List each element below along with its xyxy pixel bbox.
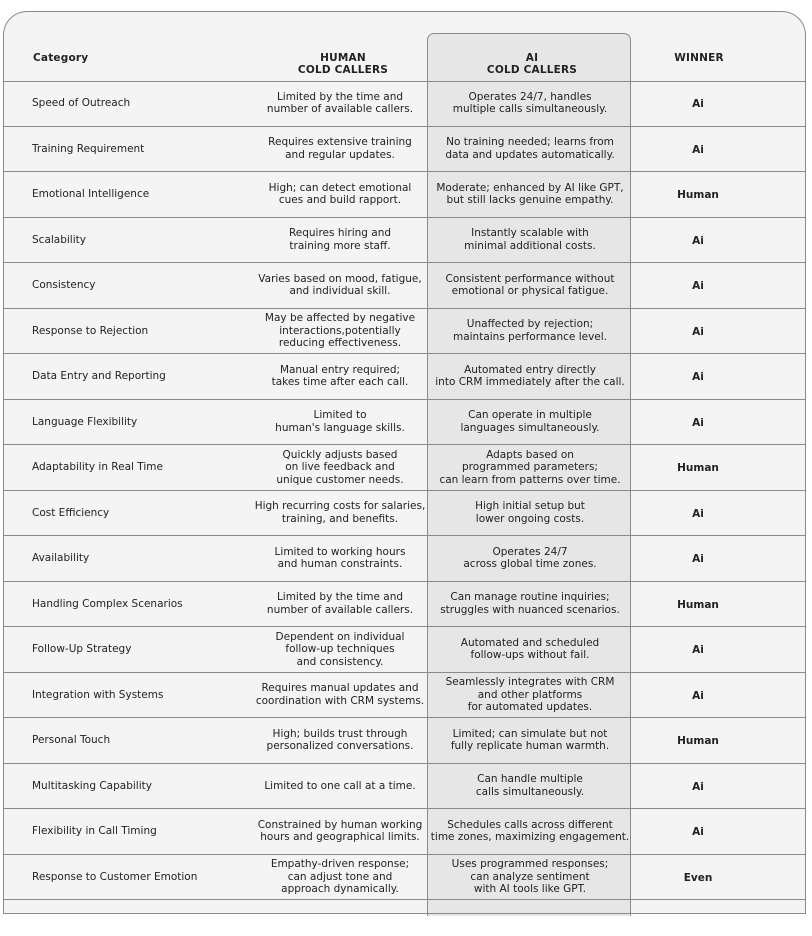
row-human-value: Constrained by human working hours and geographical limits. [257,818,423,844]
row-ai-value: Schedules calls across different time zones, maximizing engagement. [430,818,630,844]
row-ai-value: Limited; can simulate but not fully replicate human warmth. [450,727,610,753]
row-category: Follow-Up Strategy [32,643,132,655]
table-row [3,354,806,400]
row-category: Scalability [32,233,86,246]
table-row [3,309,806,355]
row-human-value: Dependent on individual follow-up techniques and consistency. [275,630,405,668]
row-winner: Ai [692,416,704,429]
table-row [3,536,806,582]
row-ai-value: Seamlessly integrates with CRM and other platforms for automated updates. [445,676,615,713]
row-winner: Human [677,735,719,747]
table-row [3,127,806,173]
row-human-value: Requires manual updates and coordination with CRM systems. [255,682,425,707]
row-category: Data Entry and Reporting [32,370,166,382]
table-bottom-border [3,913,806,914]
row-winner: Even [683,871,713,884]
row-ai-value: Uses programmed responses; can analyze sentiment with AI tools like GPT. [451,858,609,895]
table-row [3,673,806,719]
row-human-value: High recurring costs for salaries, training, and benefits. [254,500,426,525]
row-category: Response to Customer Emotion [32,870,198,883]
row-winner: Ai [692,98,704,110]
row-ai-value: Can handle multiple calls simultaneously. [475,773,585,798]
row-winner: Ai [692,371,704,383]
row-human-value: Limited to human's language skills. [275,409,405,434]
row-category: Language Flexibility [32,415,138,428]
row-human-value: Limited by the time and number of available callers. [266,591,414,616]
table-row [3,400,806,446]
row-human-value: Manual entry required; takes time after each call. [271,363,409,389]
row-winner: Ai [692,644,704,656]
row-ai-value: Adapts based on programmed parameters; can learn from patterns over time. [439,448,621,486]
row-human-value: Requires extensive training and regular updates. [268,136,412,161]
row-category: Multitasking Capability [32,779,152,792]
row-category: Cost Efficiency [32,506,110,519]
row-winner: Human [677,189,719,201]
table-row [3,263,806,309]
row-ai-value: Consistent performance without emotional or physical fatigue. [445,272,615,298]
row-category: Consistency [32,279,96,291]
row-ai-value: Instantly scalable with minimal additional costs. [464,227,596,252]
row-category: Integration with Systems [32,688,164,701]
row-human-value: Limited to one call at a time. [264,779,416,792]
header-category: Category [33,52,89,64]
row-winner: Ai [692,780,704,793]
row-winner: Human [677,462,719,474]
header-human-cold-callers: HUMAN COLD CALLERS [297,52,389,76]
row-ai-value: Operates 24/7, handles multiple calls simultaneously. [452,90,608,116]
table-row [3,491,806,537]
row-human-value: Empathy-driven response; can adjust tone and approach dynamically. [270,858,410,895]
row-winner: Ai [692,826,704,838]
row-ai-value: Automated and scheduled follow-ups without fail. [460,636,600,662]
table-row [3,172,806,218]
row-ai-value: Operates 24/7 across global time zones. [463,545,597,571]
table-row [3,81,806,127]
row-ai-value: No training needed; learns from data and updates automatically. [445,136,615,161]
row-human-value: Limited to working hours and human constraints. [274,545,406,571]
row-category: Training Requirement [32,142,145,155]
row-category: Speed of Outreach [32,97,131,109]
row-category: Availability [32,552,90,564]
row-category: Personal Touch [32,734,111,746]
row-ai-value: High initial setup but lower ongoing costs. [475,500,585,525]
row-category: Flexibility in Call Timing [32,825,157,837]
row-human-value: May be affected by negative interactions,potentially reducing effectiveness. [264,312,416,349]
row-winner: Ai [692,280,704,292]
row-human-value: Varies based on mood, fatigue, and individual skill. [258,272,422,298]
row-ai-value: Unaffected by rejection; maintains performance level. [452,318,608,343]
row-human-value: High; can detect emotional cues and build rapport. [268,181,412,207]
table-row [3,764,806,810]
row-human-value: Quickly adjusts based on live feedback and unique customer needs. [276,448,404,486]
row-category: Adaptability in Real Time [32,461,163,473]
row-human-value: High; builds trust through personalized conversations. [266,727,414,753]
table-header [3,33,806,82]
row-human-value: Requires hiring and training more staff. [288,227,392,252]
row-winner: Ai [692,507,704,520]
row-winner: Ai [692,553,704,565]
table-row [3,445,806,491]
row-category: Handling Complex Scenarios [32,597,183,610]
row-category: Emotional Intelligence [32,188,150,200]
table-row [3,809,806,855]
row-ai-value: Can operate in multiple languages simultaneously. [460,409,600,434]
table-row [3,582,806,628]
row-human-value: Limited by the time and number of available callers. [266,90,414,116]
row-winner: Ai [692,325,704,338]
header-ai-cold-callers: AI COLD CALLERS [486,52,578,76]
table-row [3,218,806,264]
row-ai-value: Can manage routine inquiries; struggles with nuanced scenarios. [440,591,620,616]
table-row [3,855,806,901]
row-category: Response to Rejection [32,324,149,337]
row-winner: Ai [692,143,704,156]
table-row [3,627,806,673]
row-winner: Human [677,598,719,611]
header-winner: WINNER [674,52,724,64]
row-ai-value: Moderate; enhanced by AI like GPT, but still lacks genuine empathy. [436,181,624,207]
row-winner: Ai [692,689,704,702]
row-ai-value: Automated entry directly into CRM immediately after the call. [435,363,625,389]
row-winner: Ai [692,234,704,247]
table-row [3,718,806,764]
